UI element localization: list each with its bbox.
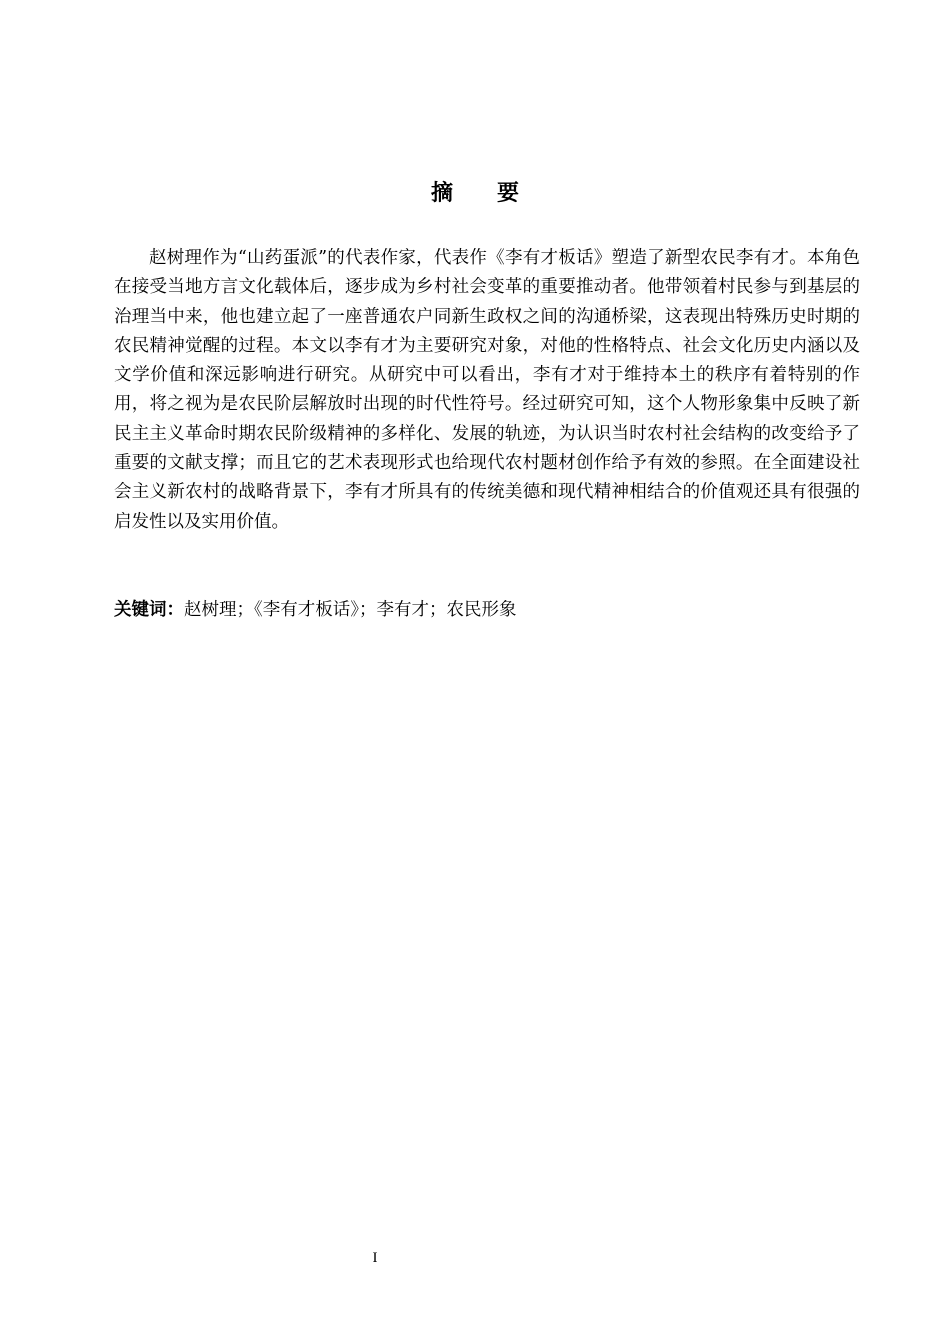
abstract-title <box>0 178 950 210</box>
title-char-1: 摘 <box>430 181 453 206</box>
keywords-items: 赵树理；《李有才板话》；李有才；农民形象 <box>184 600 517 620</box>
keywords-label: 关键词： <box>114 600 184 620</box>
title-char-2: 要 <box>497 181 520 206</box>
keywords-line <box>114 596 860 625</box>
page-number: I <box>372 1250 378 1266</box>
abstract-body: 赵树理作为“山药蛋派”的代表作家，代表作《李有才板话》塑造了新型农民李有才。本角色在接受当地方言文化载体后，逐步成为乡村社会变革的重要推动者。他带领着村民参与到基层的治理当中来，他也建立起了一座普通农户同新生政权之间的沟通桥梁，这表现出特殊历史时期的农民精神觉醒的过程。本文以李有才为主要研究对象，对他的性格特点、社会文化历史内涵以及文学价值和深远影响进行研究。从研究中可以看出，李有才对于维持本土的秩序有着特别的作用，将之视为是农民阶层解放时出现的时代性符号。经过研究可知，这个人物形象集中反映了新民主主义革命时期农民阶级精神的多样化、发展的轨迹，为认识当时农村社会结构的改变给予了重要的文献支撑；而且它的艺术表现形式也给现代农村题材创作给予有效的参照。在全面建设社会主义新农村的战略背景下，李有才所具有的传统美德和现代精神相结合的价值观还具有很强的启发性以及实用价值。 <box>114 248 860 532</box>
